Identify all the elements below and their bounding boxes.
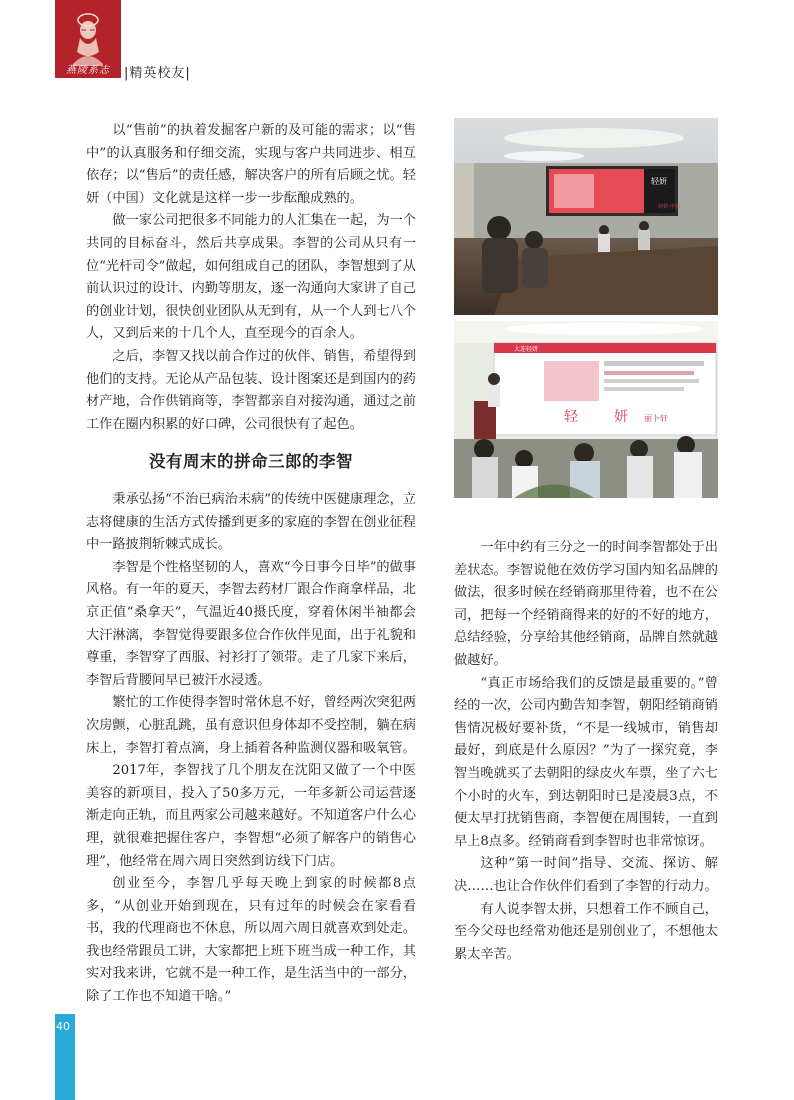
slogan-2: 妍 (614, 409, 628, 425)
paragraph: 做一家公司把很多不同能力的人汇集在一起，为一个共同的目标奋斗，然后共享成果。李智的公司从只有一位“光杆司令”做起，如何组成自己的团队，李智想到了从前认识过的设计、内勤等朋友，逐一沟通向大家讲了自己的创业计划，很快创业团队从无到有，从一个人到七八个人，又到后来的十几个人，直至现今的百余人。 (86, 213, 416, 342)
paragraph: “真正市场给我们的反馈是最重要的。”曾经的一次，公司内勤告知李智，朝阳经销商销售情况极好要补货，“不是一线城市，销售却最好，到底是什么原因？”为了一探究竟，李智当晚就买了去朝阳的绿皮火车票，坐了六七个小时的火车，到达朝阳时已是凌晨3点，不便太早打扰销售商，李智便在周围转，一直到早上8点多。经销商看到李智时也非常惊讶。 (454, 675, 718, 849)
paragraph: 一年中约有三分之一的时间李智都处于出差状态。李智说他在效仿学习国内知名品牌的做法，很多时候在经销商那里待着，也不在公司，把每一个经销商得来的好的不好的地方，总结经验，分享给其他经销商，品牌自然就越做越好。 (454, 540, 718, 668)
left-column-bottom (86, 489, 416, 1009)
paragraph: 以“售前”的执着发掘客户新的及可能的需求；以“售中”的认真服务和仔细交流，实现与客户共同进步、相互依存；以“售后”的责任感，解决客户的所有后顾之忧。轻妍（中国）文化就是这样一步一步酝酿成熟的。 (86, 123, 416, 206)
slogan-1: 轻 (564, 409, 578, 425)
banner-text: 大连轻妍 (514, 346, 539, 353)
paragraph: 李智是个性格坚韧的人，喜欢“今日事今日毕”的做事风格。有一年的夏天，李智去药材厂跟合作商拿样品，北京正值“桑拿天”，气温近40摄氏度，穿着休闲半袖都会大汗淋漓，李智觉得要跟多位合作伙伴见面，出于礼貌和尊重，李智穿了西服、衬衫打了领带。走了几家下来后，李智后背腰间早已被汗水浸透。 (86, 559, 416, 688)
paragraph: 有人说李智太拼，只想着工作不顾自己，至今父母也经常劝他还是别创业了，不想他太累太辛苦。 (454, 901, 718, 962)
left-column-top (86, 120, 416, 436)
screen-side-text: 轻妍·中国 (658, 204, 680, 210)
meeting-room-photo (454, 118, 718, 315)
presentation-photo (454, 321, 718, 498)
paragraph: 2017年，李智找了几个朋友在沈阳又做了一个中医美容的新项目，投入了50多万元，一年多新公司运营逐渐走向正轨，而且两家公司越来越好。不知道客户什么心理，就很难把握住客户，李智想“必须了解客户的销售心理”，他经常在周六周日突然到访线下门店。 (86, 763, 416, 869)
slogan-3: 丽卜轩 (644, 414, 668, 423)
section-tag: |精英校友| (124, 66, 191, 81)
logo-text: 燕陵系志 (66, 65, 110, 76)
right-column (454, 537, 718, 966)
paragraph: 之后，李智又找以前合作过的伙伴、销售，希望得到他们的支持。无论从产品包装、设计图案还是到国内的药材产地，合作供销商等，李智都亲自对接沟通，通过之前工作在圈内积累的好口碑，公司很快有了起色。 (86, 348, 416, 432)
section-heading: 没有周末的拼命三郎的李智 (149, 452, 353, 471)
paragraph: 秉承弘扬“不治已病治未病”的传统中医健康理念，立志将健康的生活方式传播到更多的家庭的李智在创业征程中一路披荆斩棘式成长。 (86, 492, 416, 553)
paragraph: 创业至今，李智几乎每天晚上到家的时候都8点多，“从创业开始到现在，只有过年的时候会在家看看书，我的代理商也不休息，所以周六周日就喜欢到处走。我也经常跟员工讲，大家都把上班下班当成一种工作，其实对我来讲，它就不是一种工作，是生活当中的一部分，除了工作也不知道干啥。” (86, 876, 416, 1005)
paragraph: 繁忙的工作使得李智时常休息不好，曾经两次突犯两次房颤，心脏乱跳，虽有意识但身体却不受控制，躺在病床上，李智打着点滴，身上插着各种监测仪器和吸氧管。 (86, 695, 416, 756)
screen-brand: 轻妍 (651, 177, 667, 186)
page-number: 40 (56, 1020, 70, 1033)
paragraph: 这种“第一时间”指导、交流、探访、解决……也让合作伙伴们看到了李智的行动力。 (454, 856, 718, 894)
magazine-logo (55, 0, 121, 78)
